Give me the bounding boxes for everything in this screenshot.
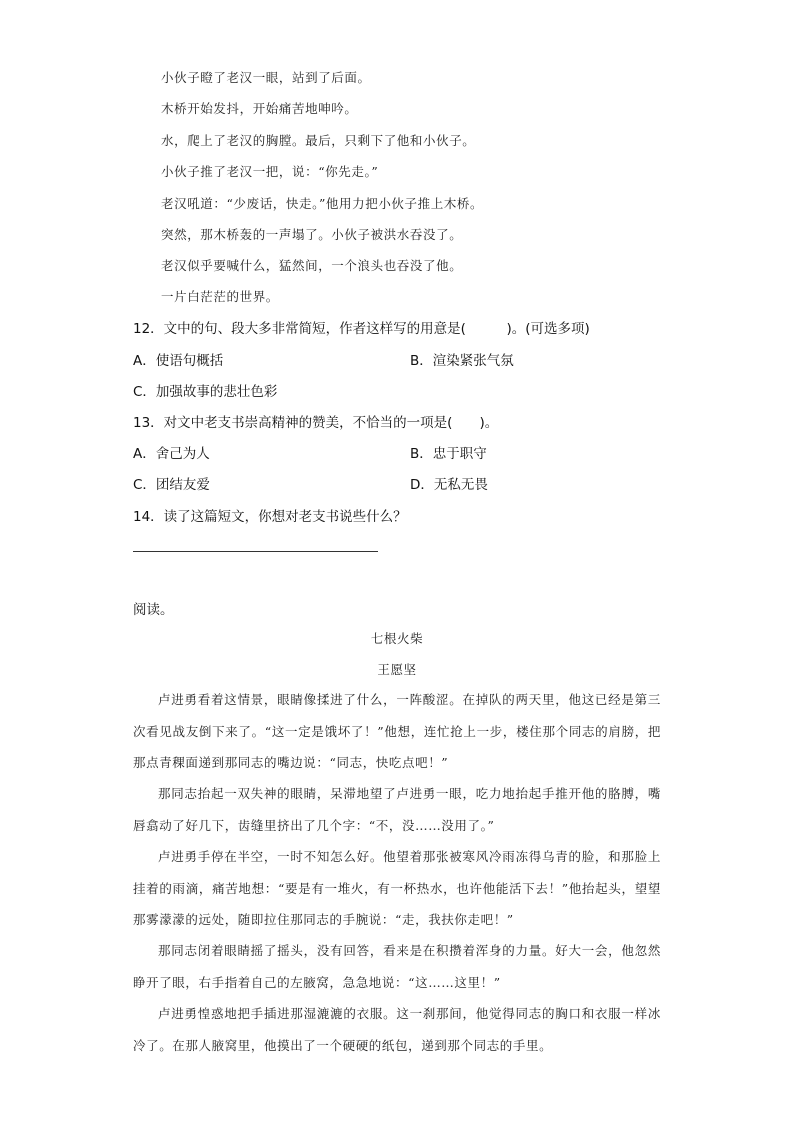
reading-paragraph: 那同志闭着眼睛摇了摇头，没有回答，看来是在积攒着浑身的力量。好大一会，他忽然睁开了眼，右手指着自己的左腋窝，急急地说：“这……这里！”	[133, 943, 661, 990]
story-line: 一片白茫茫的世界。	[161, 289, 279, 304]
reading-label: 阅读。	[133, 602, 174, 618]
story-line: 小伙子瞪了老汉一眼，站到了后面。	[161, 70, 371, 85]
story-line: 小伙子推了老汉一把，说：“你先走。”	[161, 164, 379, 179]
story-line: 老汉吼道：“少废话，快走。”他用力把小伙子推上木桥。	[161, 196, 484, 211]
question-13-option-a: A．舍己为人	[133, 446, 210, 462]
question-12-option-b: B．渲染紧张气氛	[410, 353, 514, 369]
reading-paragraph: 卢进勇看着这情景，眼睛像揉进了什么，一阵酸涩。在掉队的两天里，他这已经是第三次看见战友倒下来了。“这一定是饿坏了！”他想，连忙抢上一步，楼住那个同志的肩膀，把那点青稞面递到那同志的嘴边说：“同志，快吃点吧！”	[133, 692, 661, 770]
question-14-stem: 14．读了这篇短文，你想对老支书说些什么？	[133, 509, 407, 525]
question-12-stem: 12．文中的句、段大多非常简短，作者这样写的用意是( )。(可选多项)	[133, 321, 590, 337]
story-line: 木桥开始发抖，开始痛苦地呻吟。	[161, 101, 358, 116]
question-13-option-b: B．忠于职守	[410, 446, 487, 462]
reading-author: 王愿坚	[377, 662, 417, 677]
story-line: 突然，那木桥轰的一声塌了。小伙子被洪水吞没了。	[161, 227, 463, 242]
question-13-stem: 13．对文中老支书崇高精神的赞美，不恰当的一项是( )。	[133, 415, 499, 431]
question-13-option-d: D．无私无畏	[410, 477, 488, 493]
question-12-option-c: C．加强故事的悲壮色彩	[133, 384, 278, 400]
question-13-option-c: C．团结友爱	[133, 477, 210, 493]
story-line: 水，爬上了老汉的胸膛。最后，只剩下了他和小伙子。	[161, 133, 476, 148]
story-line: 老汉似乎要喊什么，猛然间，一个浪头也吞没了他。	[161, 258, 463, 273]
reading-paragraph: 卢进勇手停在半空，一时不知怎么好。他望着那张被寒风冷雨冻得乌青的脸，和那脸上挂着的雨滴，痛苦地想：“要是有一堆火，有一杯热水，也许他能活下去！”他抬起头，望望那雾濛濛的远处，随即拉住那同志的手腕说：“走，我扶你走吧！”	[133, 849, 661, 927]
reading-paragraph: 卢进勇惶惑地把手插进那湿漉漉的衣服。这一刹那间，他觉得同志的胸口和衣服一样冰冷了。在那人腋窝里，他摸出了一个硬硬的纸包，递到那个同志的手里。	[133, 1006, 661, 1053]
question-12-option-a: A．使语句概括	[133, 353, 224, 369]
answer-blank-line[interactable]	[133, 551, 378, 552]
reading-title: 七根火柴	[370, 631, 424, 646]
reading-paragraph: 那同志抬起一双失神的眼睛，呆滞地望了卢进勇一眼，吃力地抬起手推开他的胳膊，嘴唇翕动了好几下，齿缝里挤出了几个字：“不，没……没用了。”	[133, 786, 661, 833]
